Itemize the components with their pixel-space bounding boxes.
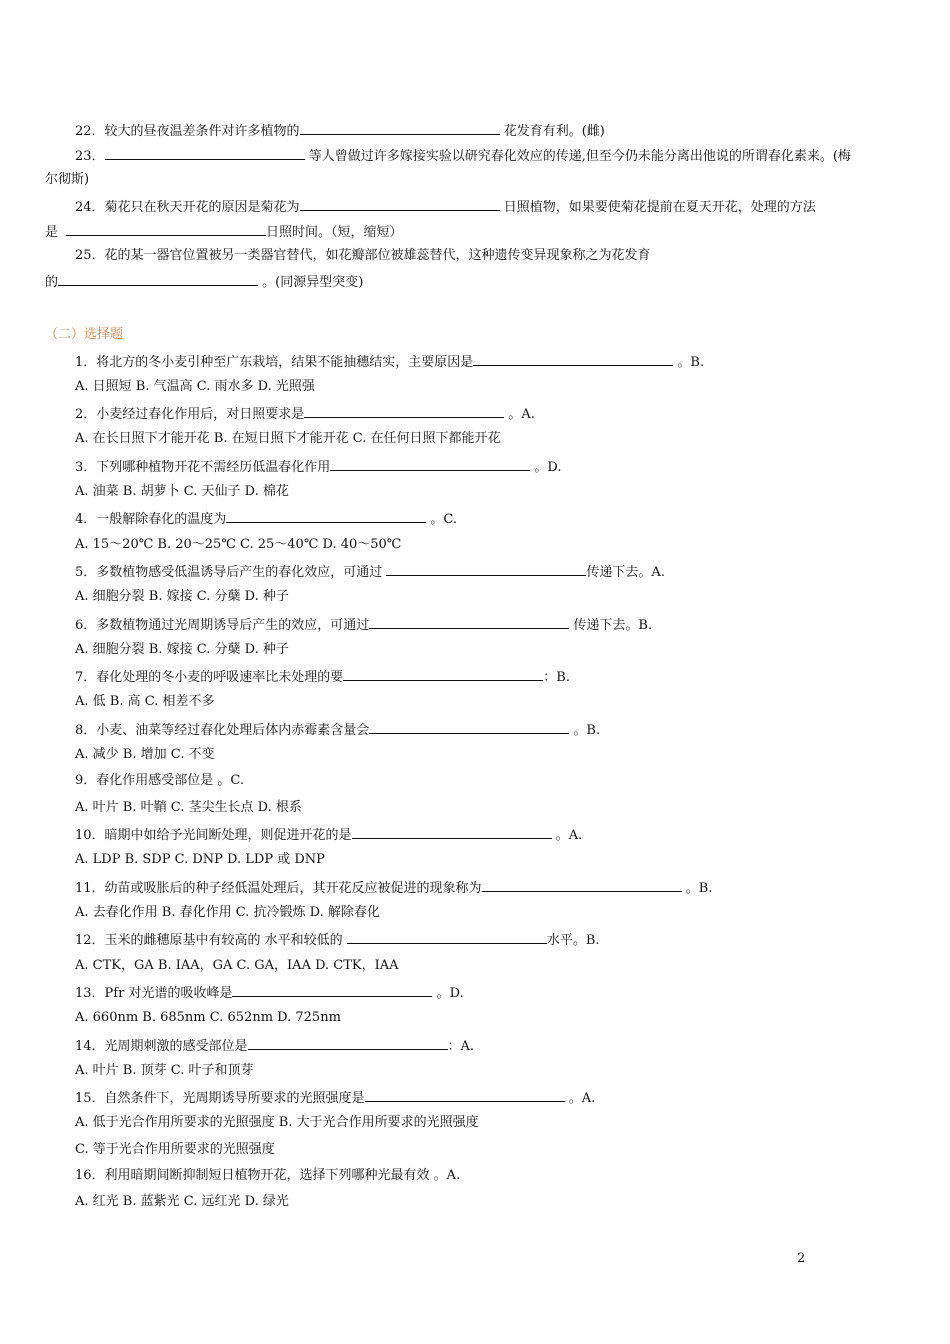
options-5: A. 细胞分裂 B. 嫁接 C. 分蘖 D. 种子 [75,589,289,604]
blank [300,121,500,135]
question-8: 8．小麦、油菜等经过春化处理后体内赤霉素含量会 。B. [75,720,600,740]
question-16: 16．利用暗期间断抑制短日植物开花，选择下列哪种光最有效 。A. [75,1168,461,1183]
blank [66,222,266,236]
page-number: 2 [797,1251,806,1266]
question-6: 6．多数植物通过光周期诱导后产生的效应，可通过 传递下去。B. [75,615,652,635]
options-3: A. 油菜 B. 胡萝卜 C. 天仙子 D. 棉花 [75,484,289,499]
blank [343,667,543,681]
blank [369,615,569,629]
blank [365,1088,565,1102]
options-14: A. 叶片 B. 顶芽 C. 叶子和顶芽 [75,1063,254,1078]
options-16: A. 红光 B. 蓝紫光 C. 远红光 D. 绿光 [75,1194,289,1209]
question-7: 7．春化处理的冬小麦的呼吸速率比未处理的要 ：B. [75,667,570,687]
blank [248,1036,448,1050]
options-1: A. 日照短 B. 气温高 C. 雨水多 D. 光照强 [75,379,315,394]
blank [304,404,504,418]
fill-item-25-cont: 的 。(同源异型突变) [45,272,363,292]
blank [58,272,258,286]
fill-item-23-cont: 尔彻斯) [45,172,90,187]
fill-item-24: 24．菊花只在秋天开花的原因是菊花为 日照植物，如果要使菊花提前在夏天开花，处理的方法 [75,197,816,217]
question-3: 3．下列哪种植物开花不需经历低温春化作用 。D. [75,457,562,477]
options-6: A. 细胞分裂 B. 嫁接 C. 分蘖 D. 种子 [75,642,289,657]
question-12: 12．玉米的雌穗原基中有较高的 水平和较低的 水平。B. [75,930,600,950]
question-1: 1．将北方的冬小麦引种至广东栽培，结果不能抽穗结实，主要原因是 。B. [75,352,704,372]
question-2: 2．小麦经过春化作用后，对日照要求是 。A. [75,404,535,424]
options-13: A. 660nm B. 685nm C. 652nm D. 725nm [75,1010,341,1025]
section-title: （二）选择题 [45,327,124,342]
question-15: 15．自然条件下，光周期诱导所要求的光照强度是 。A. [75,1088,595,1108]
fill-item-24-cont: 是 日照时间。（短，缩短） [45,222,403,242]
blank [330,457,530,471]
question-9: 9．春化作用感受部位是 。C. [75,773,245,788]
blank [386,562,586,576]
options-8: A. 减少 B. 增加 C. 不变 [75,747,215,762]
options-15-cont: C. 等于光合作用所要求的光照强度 [75,1142,275,1157]
question-4: 4．一般解除春化的温度为 。C. [75,509,457,529]
fill-item-25: 25．花的某一器官位置被另一类器官替代，如花瓣部位被雄蕊替代，这种遗传变异现象称之为花发育 [75,248,651,263]
blank [473,352,673,366]
fill-item-22: 22．较大的昼夜温差条件对许多植物的 花发育有利。(雌) [75,121,605,141]
options-2: A. 在长日照下才能开花 B. 在短日照下才能开花 C. 在任何日照下都能开花 [75,431,501,446]
blank [300,197,500,211]
blank [347,930,547,944]
options-10: A. LDP B. SDP C. DNP D. LDP 或 DNP [75,852,325,867]
question-13: 13．Pfr 对光谱的吸收峰是 。D. [75,983,464,1003]
fill-item-23: 23． 等人曾做过许多嫁接实验以研究春化效应的传递,但至今仍未能分离出他说的所谓春化素来。(梅 [75,146,851,166]
blank [352,825,552,839]
options-12: A. CTK，GA B. IAA，GA C. GA，IAA D. CTK，IAA [75,958,399,973]
question-11: 11．幼苗或吸胀后的种子经低温处理后，其开花反应被促进的现象称为 。B. [75,878,712,898]
blank [105,146,305,160]
question-10: 10．暗期中如给予光间断处理，则促进开花的是 。A. [75,825,582,845]
options-9: A. 叶片 B. 叶鞘 C. 茎尖生长点 D. 根系 [75,800,302,815]
options-15: A. 低于光合作用所要求的光照强度 B. 大于光合作用所要求的光照强度 [75,1115,479,1130]
blank [232,983,432,997]
options-7: A. 低 B. 高 C. 相差不多 [75,694,215,709]
question-14: 14．光周期刺激的感受部位是 ：A. [75,1036,474,1056]
options-11: A. 去春化作用 B. 春化作用 C. 抗冷锻炼 D. 解除春化 [75,905,380,920]
blank [369,720,569,734]
blank [482,878,682,892]
blank [226,509,426,523]
options-4: A. 15～20℃ B. 20～25℃ C. 25～40℃ D. 40～50℃ [75,537,402,552]
question-5: 5．多数植物感受低温诱导后产生的春化效应，可通过 传递下去。A. [75,562,665,582]
